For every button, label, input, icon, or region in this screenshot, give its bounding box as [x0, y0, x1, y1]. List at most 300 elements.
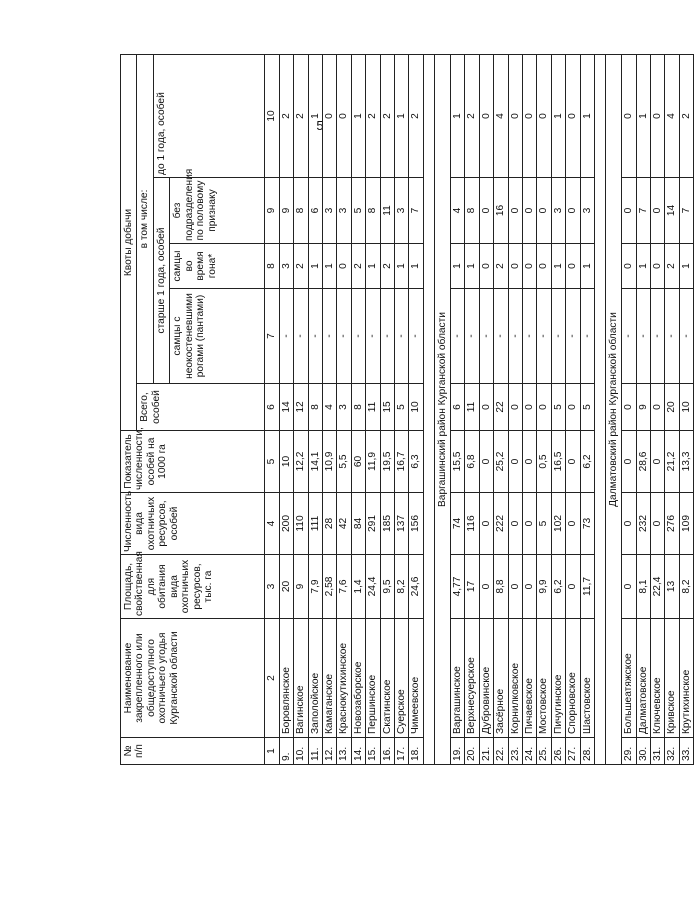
- table-cell: 3: [551, 178, 565, 244]
- table-cell: 3: [322, 178, 336, 244]
- table-cell: 22: [494, 384, 508, 431]
- table-cell: 29.: [622, 738, 636, 765]
- table-cell: 2: [679, 55, 693, 178]
- table-cell: 5: [551, 384, 565, 431]
- header-population: Численность вида охотничьих ресурсов, особей: [121, 493, 265, 555]
- table-cell: 0: [650, 493, 664, 555]
- table-cell: 1: [450, 55, 464, 178]
- table-cell: -: [395, 289, 409, 384]
- table-cell: 0: [622, 493, 636, 555]
- table-cell: 26.: [551, 738, 565, 765]
- table-row: [622, 55, 636, 765]
- table-cell: Суерское: [395, 619, 409, 738]
- table-cell: 16,5: [551, 431, 565, 493]
- table-row: [351, 55, 365, 765]
- table-cell: 0: [479, 493, 493, 555]
- table-cell: 8: [294, 178, 308, 244]
- table-cell: Верхнесуерское: [465, 619, 479, 738]
- table-cell: Кривское: [665, 619, 679, 738]
- table-cell: Чимеевское: [409, 619, 423, 738]
- table-cell: 0: [650, 244, 664, 289]
- table-cell: 14.: [351, 738, 365, 765]
- table-cell: 11,9: [366, 431, 380, 493]
- table-cell: 0,5: [537, 431, 551, 493]
- table-cell: 0: [622, 384, 636, 431]
- table-cell: 27.: [566, 738, 580, 765]
- table-cell: -: [494, 289, 508, 384]
- table-cell: Першинское: [366, 619, 380, 738]
- table-cell: 1,4: [351, 555, 365, 619]
- header-c1: самцы с неокостеневшими рогами (пантами): [170, 289, 265, 384]
- table-cell: Боровлянское: [279, 619, 293, 738]
- table-cell: -: [551, 289, 565, 384]
- table-cell: 0: [479, 384, 493, 431]
- table-cell: 3: [580, 178, 594, 244]
- table-cell: 19.: [450, 738, 464, 765]
- table-cell: 1: [351, 55, 365, 178]
- table-cell: 18.: [409, 738, 423, 765]
- table-cell: 0: [566, 178, 580, 244]
- table-cell: -: [537, 289, 551, 384]
- table-cell: 17: [465, 555, 479, 619]
- table-cell: 5: [395, 384, 409, 431]
- table-cell: 276: [665, 493, 679, 555]
- table-row: [665, 55, 679, 765]
- table-cell: 0: [479, 178, 493, 244]
- table-cell: 20.: [465, 738, 479, 765]
- table-cell: 0: [537, 244, 551, 289]
- spacer-row: [595, 55, 606, 765]
- table-cell: 156: [409, 493, 423, 555]
- table-cell: 24,4: [366, 555, 380, 619]
- table-row: [636, 55, 650, 765]
- table-cell: 3: [337, 384, 351, 431]
- table-cell: 1: [308, 55, 322, 178]
- table-row: [566, 55, 580, 765]
- table-cell: -: [294, 289, 308, 384]
- table-cell: 0: [523, 384, 537, 431]
- table-cell: 8,1: [636, 555, 650, 619]
- header-total: Всего, особей: [137, 384, 265, 431]
- table-cell: 12: [294, 384, 308, 431]
- table-cell: 1: [580, 244, 594, 289]
- table-cell: 0: [537, 178, 551, 244]
- table-cell: 2,58: [322, 555, 336, 619]
- table-row: [409, 55, 423, 765]
- header-young: до 1 года, особей: [153, 55, 264, 178]
- table-cell: 31.: [650, 738, 664, 765]
- table-row: [479, 55, 493, 765]
- table-cell: 3: [337, 178, 351, 244]
- table-cell: 0: [479, 431, 493, 493]
- table-cell: 6,3: [409, 431, 423, 493]
- table-row: [679, 55, 693, 765]
- table-cell: 0: [566, 244, 580, 289]
- table-cell: Камаганское: [322, 619, 336, 738]
- table-cell: 15.: [366, 738, 380, 765]
- header-older: старше 1 года, особей: [153, 178, 169, 384]
- header-c3: без подразделения по половому признаку: [170, 178, 265, 244]
- table-cell: 11.: [308, 738, 322, 765]
- table-cell: 30.: [636, 738, 650, 765]
- table-cell: 200: [279, 493, 293, 555]
- table-cell: 8,2: [679, 555, 693, 619]
- table-cell: 12.: [322, 738, 336, 765]
- table-cell: 1: [308, 244, 322, 289]
- table-cell: 6,8: [465, 431, 479, 493]
- table-cell: 1: [366, 244, 380, 289]
- table-cell: 102: [551, 493, 565, 555]
- table-cell: 0: [622, 178, 636, 244]
- table-cell: 6,2: [580, 431, 594, 493]
- table-cell: 1: [636, 55, 650, 178]
- header-num: № п/п: [121, 738, 265, 765]
- table-cell: 2: [494, 244, 508, 289]
- table-cell: 0: [622, 431, 636, 493]
- table-cell: Дубровинское: [479, 619, 493, 738]
- table-cell: Ключевское: [650, 619, 664, 738]
- table-cell: 0: [508, 493, 522, 555]
- table-cell: 8,2: [395, 555, 409, 619]
- table-row: [366, 55, 380, 765]
- table-cell: Далматовское: [636, 619, 650, 738]
- table-cell: 0: [537, 384, 551, 431]
- header-incl: в том числе:: [137, 55, 153, 384]
- table-cell: 2: [380, 244, 394, 289]
- table-cell: 2: [294, 55, 308, 178]
- section-title: Далматовский район Курганской области: [606, 55, 622, 765]
- table-cell: Пичугинское: [551, 619, 565, 738]
- table-cell: 1: [465, 244, 479, 289]
- table-cell: 9: [294, 555, 308, 619]
- table-cell: 9: [279, 178, 293, 244]
- table-cell: 0: [508, 431, 522, 493]
- table-cell: 10: [279, 431, 293, 493]
- header-name: Наименование закрепленного или общедоступного охотничьего угодья Курганской области: [121, 619, 265, 738]
- table-cell: 21,2: [665, 431, 679, 493]
- table-cell: 2: [366, 55, 380, 178]
- table-cell: 12,2: [294, 431, 308, 493]
- table-cell: Спорновское: [566, 619, 580, 738]
- table-cell: 7: [409, 178, 423, 244]
- table-row: [380, 55, 394, 765]
- table-cell: Пичаевское: [523, 619, 537, 738]
- table-body: [279, 55, 694, 765]
- table-cell: -: [308, 289, 322, 384]
- table-cell: 0: [508, 555, 522, 619]
- table-cell: 2: [351, 244, 365, 289]
- column-number-row: [265, 55, 279, 765]
- table-cell: -: [679, 289, 693, 384]
- spacer-row: [423, 55, 434, 765]
- table-cell: 8: [351, 384, 365, 431]
- column-number: 1: [265, 738, 279, 765]
- table-cell: 0: [622, 244, 636, 289]
- table-cell: -: [636, 289, 650, 384]
- table-cell: 13.: [337, 738, 351, 765]
- table-cell: 84: [351, 493, 365, 555]
- table-cell: 11,7: [580, 555, 594, 619]
- table-row: [580, 55, 594, 765]
- quota-table-rotated: [120, 55, 692, 765]
- table-cell: 2: [665, 244, 679, 289]
- column-number: 7: [265, 289, 279, 384]
- table-cell: 10: [679, 384, 693, 431]
- table-cell: 1: [322, 244, 336, 289]
- table-cell: Корнилковское: [508, 619, 522, 738]
- table-cell: 9,9: [537, 555, 551, 619]
- table-cell: 4: [322, 384, 336, 431]
- table-cell: 0: [508, 244, 522, 289]
- header-quota: Квоты добычи: [121, 55, 137, 431]
- table-cell: 25,2: [494, 431, 508, 493]
- table-cell: Шастовское: [580, 619, 594, 738]
- table-cell: 0: [650, 384, 664, 431]
- table-row: [337, 55, 351, 765]
- quota-table: [120, 54, 694, 765]
- table-cell: -: [650, 289, 664, 384]
- table-cell: 23.: [508, 738, 522, 765]
- table-cell: 109: [679, 493, 693, 555]
- table-cell: 222: [494, 493, 508, 555]
- table-row: [279, 55, 293, 765]
- table-cell: -: [523, 289, 537, 384]
- table-cell: 0: [322, 55, 336, 178]
- table-row: [294, 55, 308, 765]
- table-cell: 6: [450, 384, 464, 431]
- column-number: 5: [265, 431, 279, 493]
- table-cell: 5: [580, 384, 594, 431]
- table-cell: 60: [351, 431, 365, 493]
- table-cell: 0: [566, 384, 580, 431]
- table-cell: 1: [679, 244, 693, 289]
- table-cell: 28: [322, 493, 336, 555]
- table-cell: 1: [450, 244, 464, 289]
- table-cell: -: [366, 289, 380, 384]
- table-cell: 22.: [494, 738, 508, 765]
- table-cell: 3: [279, 244, 293, 289]
- table-cell: 291: [366, 493, 380, 555]
- table-cell: 6: [308, 178, 322, 244]
- table-cell: 7,9: [308, 555, 322, 619]
- section-title: Варгашинский район Курганской области: [434, 55, 450, 765]
- table-cell: 0: [337, 55, 351, 178]
- table-cell: Скатинское: [380, 619, 394, 738]
- table-cell: Вагинское: [294, 619, 308, 738]
- table-cell: 9: [636, 384, 650, 431]
- table-cell: 1: [395, 244, 409, 289]
- table-cell: 111: [308, 493, 322, 555]
- column-number: 8: [265, 244, 279, 289]
- table-cell: 0: [508, 384, 522, 431]
- table-row: [508, 55, 522, 765]
- table-cell: 15: [380, 384, 394, 431]
- table-cell: 74: [450, 493, 464, 555]
- table-cell: 4: [494, 55, 508, 178]
- table-cell: 0: [523, 178, 537, 244]
- table-cell: 0: [650, 178, 664, 244]
- table-cell: 13,3: [679, 431, 693, 493]
- table-cell: 3: [395, 178, 409, 244]
- table-cell: 137: [395, 493, 409, 555]
- table-cell: 2: [409, 55, 423, 178]
- column-number: 10: [265, 55, 279, 178]
- table-cell: 185: [380, 493, 394, 555]
- table-cell: 0: [566, 431, 580, 493]
- section-row: [434, 55, 450, 765]
- table-cell: 4,77: [450, 555, 464, 619]
- table-cell: 73: [580, 493, 594, 555]
- table-cell: 9,5: [380, 555, 394, 619]
- table-cell: 0: [337, 244, 351, 289]
- table-row: [494, 55, 508, 765]
- table-cell: -: [622, 289, 636, 384]
- table-cell: 0: [479, 55, 493, 178]
- table-cell: 14: [665, 178, 679, 244]
- table-cell: Большеатяжское: [622, 619, 636, 738]
- table-row: [450, 55, 464, 765]
- table-cell: 0: [508, 55, 522, 178]
- table-cell: 28.: [580, 738, 594, 765]
- table-cell: 0: [523, 244, 537, 289]
- table-cell: 11: [465, 384, 479, 431]
- table-cell: 0: [523, 431, 537, 493]
- table-cell: 13: [665, 555, 679, 619]
- table-cell: 7,6: [337, 555, 351, 619]
- table-cell: 6,2: [551, 555, 565, 619]
- table-cell: Крутихинское: [679, 619, 693, 738]
- table-cell: 2: [279, 55, 293, 178]
- column-number: 9: [265, 178, 279, 244]
- table-cell: -: [322, 289, 336, 384]
- table-cell: 5: [351, 178, 365, 244]
- table-cell: 1: [636, 244, 650, 289]
- column-number: 2: [265, 619, 279, 738]
- table-row: [650, 55, 664, 765]
- table-cell: 1: [551, 244, 565, 289]
- column-number: 3: [265, 555, 279, 619]
- table-cell: 32.: [665, 738, 679, 765]
- table-cell: 232: [636, 493, 650, 555]
- table-cell: -: [508, 289, 522, 384]
- table-cell: 16,7: [395, 431, 409, 493]
- table-cell: 10,9: [322, 431, 336, 493]
- table-cell: 5: [537, 493, 551, 555]
- table-cell: 24,6: [409, 555, 423, 619]
- table-cell: -: [409, 289, 423, 384]
- table-cell: 2: [294, 244, 308, 289]
- table-cell: 8,8: [494, 555, 508, 619]
- table-cell: 2: [380, 55, 394, 178]
- table-cell: 17.: [395, 738, 409, 765]
- table-cell: -: [337, 289, 351, 384]
- table-cell: 116: [465, 493, 479, 555]
- table-cell: 8: [308, 384, 322, 431]
- table-cell: 25.: [537, 738, 551, 765]
- table-cell: -: [465, 289, 479, 384]
- table-cell: -: [279, 289, 293, 384]
- table-cell: -: [665, 289, 679, 384]
- table-cell: 4: [450, 178, 464, 244]
- header-c2: самцы во время гона*: [170, 244, 265, 289]
- table-cell: 2: [465, 55, 479, 178]
- table-cell: 0: [650, 431, 664, 493]
- table-cell: 0: [566, 55, 580, 178]
- table-cell: Новозаборское: [351, 619, 365, 738]
- table-cell: 0: [566, 493, 580, 555]
- table-cell: 0: [622, 555, 636, 619]
- table-cell: 16.: [380, 738, 394, 765]
- table-cell: Засёрное: [494, 619, 508, 738]
- table-cell: 28,6: [636, 431, 650, 493]
- table-cell: 7: [679, 178, 693, 244]
- table-cell: 0: [523, 555, 537, 619]
- table-cell: 11: [366, 384, 380, 431]
- table-cell: 15,5: [450, 431, 464, 493]
- table-cell: 22,4: [650, 555, 664, 619]
- table-cell: 14,1: [308, 431, 322, 493]
- table-cell: -: [580, 289, 594, 384]
- table-cell: 1: [395, 55, 409, 178]
- table-row: [537, 55, 551, 765]
- header-area: Площадь, свойственная для обитания вида охотничьих ресурсов, тыс. га: [121, 555, 265, 619]
- table-cell: 9.: [279, 738, 293, 765]
- table-cell: 14: [279, 384, 293, 431]
- table-cell: 20: [665, 384, 679, 431]
- table-cell: 8: [465, 178, 479, 244]
- table-row: [308, 55, 322, 765]
- column-number: 4: [265, 493, 279, 555]
- table-cell: 0: [479, 244, 493, 289]
- table-cell: 0: [508, 178, 522, 244]
- table-cell: 20: [279, 555, 293, 619]
- section-row: [606, 55, 622, 765]
- table-cell: 110: [294, 493, 308, 555]
- table-cell: -: [566, 289, 580, 384]
- table-cell: 24.: [523, 738, 537, 765]
- table-cell: -: [380, 289, 394, 384]
- table-cell: -: [450, 289, 464, 384]
- table-cell: 19,5: [380, 431, 394, 493]
- table-cell: 11: [380, 178, 394, 244]
- table-cell: 1: [409, 244, 423, 289]
- table-cell: Мостовское: [537, 619, 551, 738]
- table-cell: 16: [494, 178, 508, 244]
- table-cell: 0: [523, 493, 537, 555]
- table-cell: Варгашинское: [450, 619, 464, 738]
- table-cell: 8: [366, 178, 380, 244]
- table-cell: Заполойское: [308, 619, 322, 738]
- table-row: [551, 55, 565, 765]
- table-cell: 0: [537, 55, 551, 178]
- table-cell: 7: [636, 178, 650, 244]
- table-cell: 1: [551, 55, 565, 178]
- table-cell: 4: [665, 55, 679, 178]
- table-cell: 10.: [294, 738, 308, 765]
- table-cell: Краснокутихинское: [337, 619, 351, 738]
- table-row: [523, 55, 537, 765]
- table-cell: 0: [479, 555, 493, 619]
- column-number: 6: [265, 384, 279, 431]
- table-cell: 0: [523, 55, 537, 178]
- table-cell: 0: [566, 555, 580, 619]
- table-cell: 0: [622, 55, 636, 178]
- table-cell: 42: [337, 493, 351, 555]
- table-cell: 0: [650, 55, 664, 178]
- table-row: [395, 55, 409, 765]
- table-cell: 1: [580, 55, 594, 178]
- table-cell: 33.: [679, 738, 693, 765]
